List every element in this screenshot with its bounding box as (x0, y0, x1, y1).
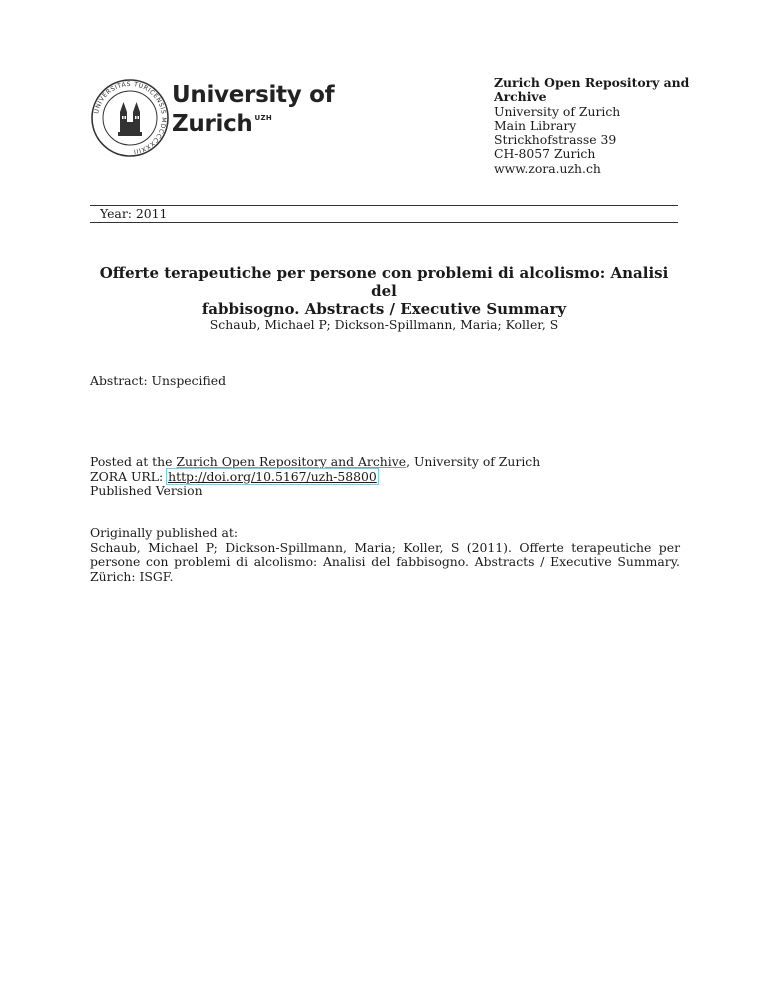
seal-text: UNIVERSITAS TURICENSIS MDCCCXXXIII (93, 80, 168, 155)
posted-line (90, 455, 690, 470)
repository-address (494, 76, 694, 176)
divider-top (90, 205, 678, 206)
repository-link[interactable]: Zurich Open Repository and Archive (176, 454, 407, 469)
repository-title-line1: Zurich Open Repository and (494, 75, 690, 90)
repository-website: www.zora.uzh.ch (494, 160, 601, 176)
svg-text:UNIVERSITAS TURICENSIS MDCCCXX (93, 81, 167, 155)
document-title-line1: Offerte terapeutiche per persone con problemi di alcolismo: Analisi del (99, 264, 669, 300)
university-logo (90, 78, 335, 168)
zora-url-label: ZORA URL: (90, 468, 168, 484)
university-abbreviation: UZH (254, 114, 273, 122)
repository-address-line: University of Zurich (494, 103, 621, 119)
repository-address-line: Main Library (494, 117, 577, 133)
university-name-line1: University of (172, 82, 335, 108)
university-city: Zurich (172, 111, 253, 137)
posted-prefix: Posted at the (90, 454, 177, 469)
university-name (172, 84, 334, 136)
abstract: Abstract: Unspecified (90, 373, 227, 388)
zora-url-link[interactable]: http://doi.org/10.5167/uzh-58800 (168, 468, 377, 484)
university-name-line2 (172, 113, 334, 136)
university-seal-icon (90, 78, 170, 158)
publication-year: Year: 2011 (100, 206, 168, 221)
document-title (90, 264, 678, 318)
originally-published-label: Originally published at: (90, 525, 239, 540)
zora-url-line (90, 470, 690, 485)
posted-info (90, 455, 690, 499)
repository-title-line2: Archive (494, 89, 547, 105)
repository-address-line: CH-8057 Zurich (494, 146, 596, 162)
authors: Schaub, Michael P; Dickson-Spillmann, Maria; Koller, S (209, 317, 559, 332)
published-version: Published Version (90, 483, 203, 499)
posted-suffix: , University of Zurich (406, 454, 541, 469)
document-title-line2: fabbisogno. Abstracts / Executive Summary (201, 300, 567, 318)
originally-published (90, 526, 680, 584)
divider-bottom (90, 222, 678, 223)
repository-address-line: Strickhofstrasse 39 (494, 132, 617, 148)
citation: Schaub, Michael P; Dickson-Spillmann, Maria; Koller, S (2011). Offerte terapeutiche per persone con problemi di alcolismo: Analisi del fabbisogno. Abstracts / Executive Summary. Zürich: ISGF. (90, 539, 680, 584)
